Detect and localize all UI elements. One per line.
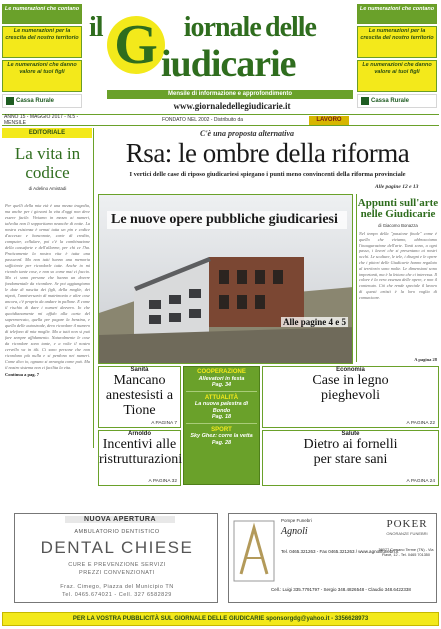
- bank-logo-icon: [361, 97, 369, 105]
- news-title: Incentivi alle ristrutturazioni: [99, 437, 183, 467]
- ad-line-3: Fraz. Cimego, Piazza del Municipio TN: [60, 584, 174, 590]
- left-ad-box-3: Le numerazioni che danno valore ai tuoi figli: [2, 60, 82, 92]
- agnoli-logo-icon: [233, 520, 275, 582]
- ad-line-2: PREZZI CONVENZIONATI: [79, 570, 155, 576]
- news-box-salute[interactable]: [262, 430, 439, 486]
- founded-text: FONDATO NEL 2002 - Distribuito da: [161, 117, 244, 123]
- brief-news-box: [183, 366, 260, 485]
- brief-text: Allevatori in festa: [198, 375, 245, 382]
- appunti-title[interactable]: Appunti sull'arte nelle Giudicarie: [357, 197, 439, 220]
- issue-number: ANNO 15 - MAGGIO 2017 - N.5 - MENSILE: [4, 114, 79, 126]
- appunti-column: [356, 194, 439, 362]
- left-ad-box-1: Le numerazioni che contano: [2, 4, 82, 24]
- right-ad-box-2: Le numerazioni per la crescita del nostro territorio: [357, 26, 437, 58]
- left-ad-column: [2, 4, 82, 108]
- editorial-body: Per quelli della mia età è una mezza tragedia, ma anche per i giovani la vita d'oggi non deve essere facile. Viviamo in mezzo ai numeri, talvolta non li sopportiamo neanche di notte. La nostra esistenza è ormai tutta un pin e codice d'accesso e banconote, carte di credito, computer, cellulare, poi c'è la combinazione della cassaforte e dell'allarme, per chi ce l'ha. Praticamente la nostra vita è tutta una password. Ma non tutti hanno una memoria sufficiente per ricordarle tutte. Anche io mi ricordo tante cose, e non so come mai ci faccio. Ma ci sono persone che hanno un dovere fondamentale da ricordare. Se poi aggiungiamo le date di nascita dei figli, della moglie, dei nipoti, l'anniversario di matrimonio e altre cose ancora, c'è proprio da andare in pallone. E come il rischio di dare i numeri davvero. Io che quotidianamente mi affido alla carta del supermercato, quella per pagare la benzina, e quella delle autostrade, devo ricordare il numero di telefono di mia moglie. Ma a tutti non si può fare sempre affidamento. Naturalmente le cose da ricordare sono tante, e a volte il nostro cervello va in tilt. Ci sono persone che non ricordano più nulla e si perdono nei numeri. Come dico io, ognuno si arrangia come può. Ma il nostro sistema non ci facilita la vita.: [5, 203, 90, 370]
- brief-text: La nuova palestra di Bondo: [194, 401, 249, 414]
- ad-brand: DENTAL CHIESE: [40, 538, 194, 557]
- right-ad-box-1: Le numerazioni che contano: [357, 4, 437, 24]
- photo-caption: Le nuove opere pubbliche giudicariesi: [107, 211, 347, 229]
- appunti-author: di Giacomo Bonazza: [378, 223, 418, 228]
- news-tag: Arnoldo: [128, 431, 151, 437]
- news-title: Dietro ai fornelli per stare sani: [303, 437, 398, 467]
- appunti-body: Nel tempo della "passione finale" come è quello che viviamo, abbracciamo l'inaugurazione dell'arte. Tanti sono, a ogni passo, i lavori che si presentano ai nostri occhi. Le sculture, le tele, i disegni e le opere che i pittori delle Giudicarie hanno regalato al territorio sono molte. Le dimensioni sono importanti, ma è la lettura che ci interessa. Il colore è la vera essenza delle opere, e non il contenuto. Ciò che rende speciale il lavoro di questi artisti è la loro voglia di comunicare.: [359, 231, 437, 300]
- appunti-page-ref[interactable]: A pagina 28: [414, 357, 437, 362]
- ad-subtitle: AMBULATORIO DENTISTICO: [74, 529, 160, 535]
- news-tag: Economia: [336, 367, 365, 373]
- right-bank-logo-text: Cassa Rurale: [371, 98, 410, 104]
- photo-page-ref[interactable]: Alle pagine 4 e 5: [283, 317, 346, 327]
- poker-address: 38077 Comano Terme (TN) - Via Fiavè, 12 - Tel. 0465 701350: [378, 548, 434, 557]
- main-subline: I vertici delle case di riposo giudicariesi spiegano i punti meno convincenti della riforma provinciale: [129, 171, 406, 178]
- ad-line-4: Tel. 0465.674021 - Cell. 327 6582829: [62, 592, 172, 598]
- editorial-tag: EDITORIALE: [2, 128, 92, 138]
- funeral-services-ad[interactable]: [228, 513, 437, 603]
- masthead-big-g: G: [107, 16, 165, 74]
- news-title: Case in legno pieghevoli: [312, 373, 389, 403]
- right-ad-column: [357, 4, 437, 108]
- masthead-giornale: [119, 12, 261, 44]
- agnoli-name: Agnoli: [281, 526, 308, 537]
- news-box-sanita[interactable]: [98, 366, 181, 428]
- main-headline[interactable]: Rsa: le ombre della riforma: [125, 138, 410, 168]
- ad-cell-numbers: Cell.: Luigi 335.7791797 - Sergio 348.4826548 - Claudio 348.6422338: [271, 587, 411, 592]
- masthead-header: [0, 0, 441, 114]
- right-bank-logo: [357, 94, 437, 108]
- masthead-g-small: [119, 12, 140, 43]
- masthead-delle: delle: [265, 12, 316, 43]
- main-page-ref[interactable]: Alle pagine 12 e 13: [375, 184, 419, 190]
- brief-text: Sky Ghez: corre la vetta: [190, 433, 253, 439]
- newspaper-masthead: [85, 0, 355, 114]
- news-title: Mancano anestesisti a Tione: [105, 373, 174, 418]
- ad-line-1: CURE E PREVENZIONE SERVIZI: [68, 562, 166, 568]
- brief-head: COOPERAZIONE: [197, 369, 246, 375]
- editorial-author: di Adelino Amistadi: [28, 186, 67, 191]
- masthead-giornale-text: iornale: [183, 12, 261, 43]
- distributor-logo: LAVORO: [309, 116, 349, 125]
- issue-info-strip: [2, 114, 439, 126]
- news-page-ref: A PAGINA 7: [151, 421, 177, 426]
- brief-page: Pag. 34: [211, 382, 232, 388]
- news-box-economia[interactable]: [262, 366, 439, 428]
- brief-head: SPORT: [211, 426, 232, 433]
- news-tag: Salute: [341, 431, 360, 437]
- brief-item-attualita[interactable]: [186, 395, 257, 424]
- left-ad-box-2: Le numerazioni per la crescita del nostro territorio: [2, 26, 82, 58]
- ad-badge: NUOVA APERTURA: [65, 516, 175, 523]
- agnoli-contacts: Tel. 0465.321263 - Fax 0465.321263 / www.agnolifunebri.it: [281, 549, 399, 554]
- brief-item-cooperazione[interactable]: [186, 369, 257, 392]
- news-page-ref: A PAGINA 32: [148, 479, 177, 484]
- masthead-url[interactable]: www.giornaledellegiudicarie.it: [173, 101, 291, 111]
- masthead-iudicarie: iudicarie: [161, 43, 296, 85]
- advertising-footer[interactable]: PER LA VOSTRA PUBBLICITÀ SUL GIORNALE DELLE GIUDICARIE sponsorgdg@yahoo.it - 3356628973: [2, 612, 439, 626]
- brief-page: Pag. 28: [211, 439, 232, 446]
- poker-subtitle: ONORANZE FUNEBRI: [386, 531, 428, 536]
- bank-logo-icon: [6, 97, 14, 105]
- poker-brand: POKER: [386, 518, 428, 530]
- editorial-column: [2, 128, 94, 448]
- agnoli-label: Pompe Funebri: [281, 518, 312, 523]
- editorial-continue-link[interactable]: Continua a pag. 7: [5, 372, 40, 377]
- main-kicker: C'è una proposta alternativa: [200, 129, 295, 138]
- news-page-ref: A PAGINA 24: [406, 479, 435, 484]
- brief-head: ATTUALITÀ: [204, 394, 239, 401]
- brief-page: Pag. 18: [211, 414, 232, 420]
- brief-item-sport[interactable]: [186, 427, 257, 447]
- left-bank-logo-text: Cassa Rurale: [16, 98, 55, 104]
- news-tag: Sanità: [130, 367, 149, 373]
- left-bank-logo: [2, 94, 82, 108]
- dental-chiese-ad[interactable]: [14, 513, 218, 603]
- right-ad-box-3: Le numerazioni che danno valore ai tuoi figli: [357, 60, 437, 92]
- masthead-tagline: Mensile di informazione e approfondimento: [107, 90, 353, 99]
- editorial-title[interactable]: La vita in codice: [14, 144, 81, 182]
- news-box-arnoldo[interactable]: [98, 430, 181, 486]
- main-photo[interactable]: [98, 194, 353, 364]
- news-page-ref: A PAGINA 22: [406, 421, 435, 426]
- masthead-il: il: [89, 12, 103, 43]
